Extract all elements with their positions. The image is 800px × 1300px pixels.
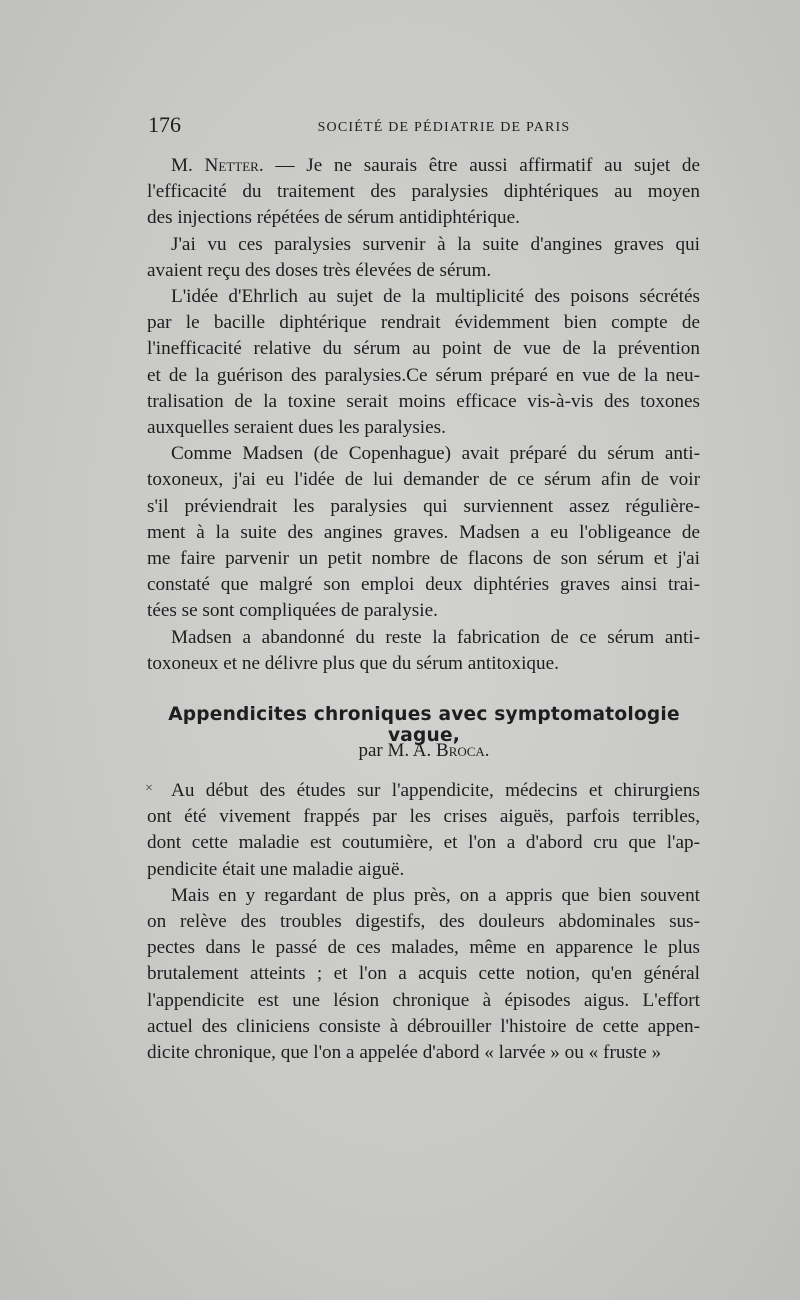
text-line: Mais en y regardant de plus près, on a appris que bien souvent xyxy=(171,884,700,906)
text-line: M. Netter. — Je ne saurais être aussi affirmatif au sujet de xyxy=(171,155,700,176)
text-line: pendicite était une maladie aiguë. xyxy=(147,858,405,880)
byline xyxy=(148,740,700,762)
page-header xyxy=(148,112,700,140)
text-line: tées se sont compliquées de paralysie. xyxy=(147,600,438,622)
speaker-name: M. Netter. xyxy=(171,155,264,176)
page-number: 176 xyxy=(148,112,181,137)
netter-remarks xyxy=(147,153,700,677)
text-line: constaté que malgré son emploi deux diphtéries graves ainsi trai- xyxy=(147,574,700,596)
text-line: et de la guérison des paralysies.Ce sérum préparé en vue de la neu- xyxy=(147,364,700,386)
text-line: on relève des troubles digestifs, des douleurs abdominales sus- xyxy=(147,911,700,933)
text-line: l'appendicite est une lésion chronique à épisodes aigus. L'effort xyxy=(147,989,700,1011)
text-line: l'inefficacité relative du sérum au point de vue de la prévention xyxy=(147,338,700,360)
text-line: me faire parvenir un petit nombre de flacons de son sérum et j'ai xyxy=(147,548,700,570)
text-line: toxoneux, j'ai eu l'idée de lui demander de ce sérum afin de voir xyxy=(147,469,700,491)
text-line: Au début des études sur l'appendicite, médecins et chirurgiens xyxy=(171,780,700,801)
broca-article xyxy=(147,778,700,1066)
text-line: actuel des cliniciens consiste à débrouiller l'histoire de cette appen- xyxy=(147,1015,700,1037)
text-line: par le bacille diphtérique rendrait évidemment bien compte de xyxy=(147,312,700,334)
byline-prefix: par M. A. xyxy=(358,740,437,761)
text-line: dont cette maladie est coutumière, et l'on a d'abord cru que l'ap- xyxy=(147,832,700,854)
text-line: Madsen a abandonné du reste la fabrication de ce sérum anti- xyxy=(171,626,700,648)
text-line: toxoneux et ne délivre plus que du sérum antitoxique. xyxy=(147,652,559,674)
text-line: des injections répétées de sérum antidiphtérique. xyxy=(147,207,520,229)
text-line: pectes dans le passé de ces malades, même en apparence le plus xyxy=(147,937,700,959)
section-title: Appendicites chroniques avec symptomatologie vague, xyxy=(168,704,680,746)
text-line: ont été vivement frappés par les crises aiguës, parfois terribles, xyxy=(147,806,700,828)
running-head: SOCIÉTÉ DE PÉDIATRIE DE PARIS xyxy=(317,120,571,135)
text-line: avaient reçu des doses très élevées de sérum. xyxy=(147,259,492,281)
text-line: J'ai vu ces paralysies survenir à la suite d'angines graves qui xyxy=(171,233,700,255)
text-line: Comme Madsen (de Copenhague) avait préparé du sérum anti- xyxy=(171,443,700,465)
text-line: l'efficacité du traitement des paralysies diphtériques au moyen xyxy=(147,181,700,203)
pencil-mark-icon: × xyxy=(145,781,153,796)
text-line: auxquelles seraient dues les paralysies. xyxy=(147,417,446,439)
text-line: s'il préviendrait les paralysies qui surviennent assez régulière- xyxy=(147,495,700,517)
text-line: tralisation de la toxine serait moins efficace vis-à-vis des toxones xyxy=(147,390,700,412)
text-line: L'idée d'Ehrlich au sujet de la multiplicité des poisons sécrétés xyxy=(171,286,700,308)
text-line: brutalement atteints ; et l'on a acquis cette notion, qu'en général xyxy=(147,963,700,985)
author-name: Broca. xyxy=(436,740,490,761)
text-line: ment à la suite des angines graves. Madsen a eu l'obligeance de xyxy=(147,521,700,543)
text-line: dicite chronique, que l'on a appelée d'abord « larvée » ou « fruste » xyxy=(147,1042,662,1064)
